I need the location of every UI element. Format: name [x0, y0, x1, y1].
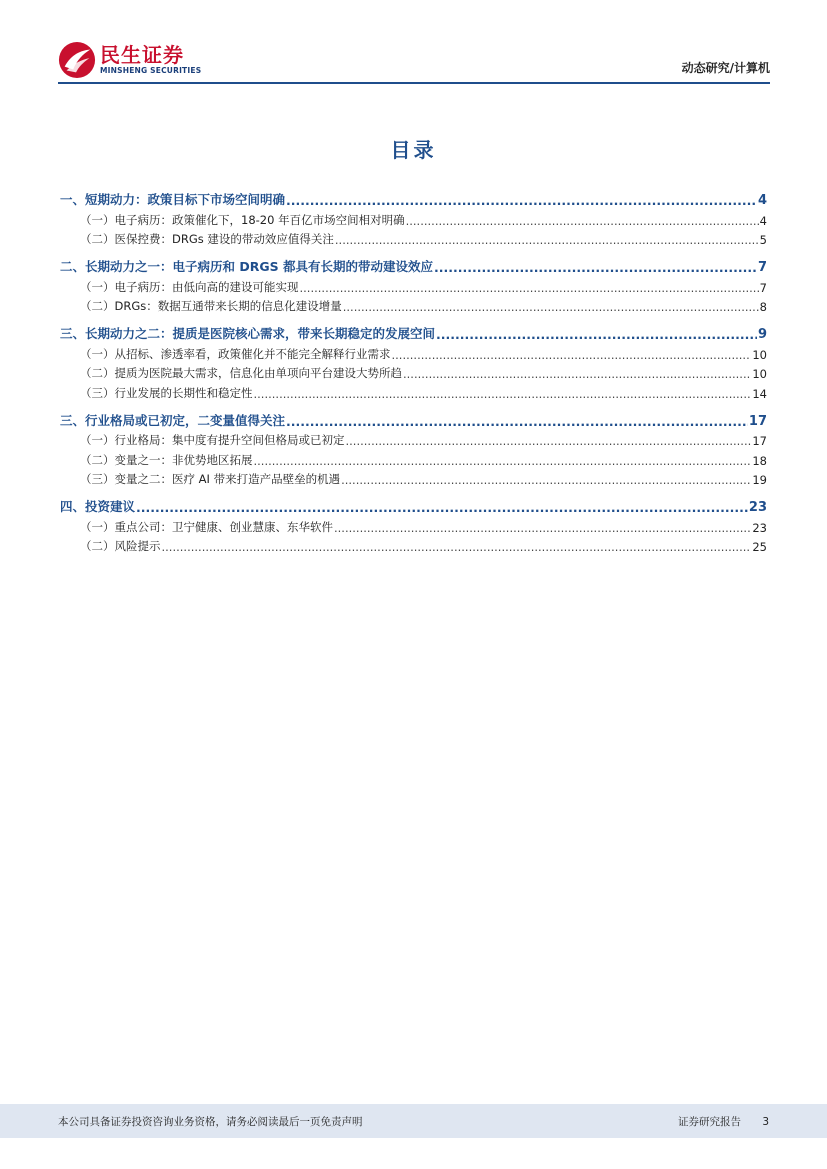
toc-leader-dots [341, 473, 751, 487]
toc-leader-dots [162, 540, 752, 554]
toc-section-entry[interactable] [60, 228, 767, 248]
brand-name-cn: 民生证券 [100, 43, 184, 67]
toc-leader-dots [436, 327, 757, 342]
toc-entry-page: 17 [752, 434, 767, 448]
toc-entry-title: （三）行业发展的长期性和稳定性 [80, 385, 253, 400]
toc-entry-title: （一）从招标、渗透率看，政策催化并不能完全解释行业需求 [80, 346, 391, 361]
brand-name-en: MINSHENG SECURITIES [100, 66, 202, 75]
minsheng-logo-icon [58, 41, 96, 79]
toc-entry-page: 9 [757, 327, 767, 342]
toc-entry-title: （二）医保控费：DRGs 建设的带动效应值得关注 [80, 232, 334, 246]
toc-section-entry[interactable] [60, 468, 767, 488]
toc-entry-page: 23 [752, 520, 767, 535]
toc-entry-page: 8 [759, 300, 767, 314]
toc-section-entry[interactable] [60, 362, 767, 382]
toc-entry-title: （一）电子病历：政策催化下，18-20 年百亿市场空间相对明确 [80, 212, 405, 227]
footer-right [660, 1114, 769, 1129]
toc-entry-title: 一、短期动力：政策目标下市场空间明确 [60, 192, 286, 207]
toc-entry-title: 二、长期动力之一：电子病历和 DRGS 都具有长期的带动建设效应 [60, 259, 433, 274]
report-category: 动态研究/计算机 [681, 61, 770, 75]
toc-entry-page: 18 [752, 453, 767, 468]
toc-entry-title: （一）电子病历：由低向高的建设可能实现 [80, 279, 299, 294]
toc-leader-dots [254, 454, 752, 468]
toc-leader-dots [335, 233, 759, 247]
toc-leader-dots [346, 434, 752, 448]
brand-logo [58, 38, 201, 82]
toc-leader-dots [286, 193, 757, 208]
toc-leader-dots [403, 367, 751, 381]
toc-section-entry[interactable] [60, 429, 767, 449]
toc-entry-title: （一）行业格局：集中度有提升空间但格局或已初定 [80, 433, 345, 447]
page-header [58, 38, 770, 82]
toc-chapter-entry[interactable] [60, 491, 767, 515]
toc-entry-title: （二）变量之一：非优势地区拓展 [80, 452, 253, 467]
toc-section-entry[interactable] [60, 295, 767, 315]
toc-leader-dots [434, 260, 757, 275]
toc-entry-page: 17 [748, 413, 767, 429]
toc-section-entry[interactable] [60, 381, 767, 401]
toc-entry-page: 10 [752, 347, 767, 362]
toc-section-entry[interactable] [60, 515, 767, 535]
toc-entry-title: （二）风险提示 [80, 539, 161, 553]
toc-chapter-entry[interactable] [60, 251, 767, 275]
toc-entry-page: 5 [759, 233, 767, 247]
toc-section-entry[interactable] [60, 535, 767, 555]
toc-chapter-entry[interactable] [60, 405, 767, 429]
toc-chapter-entry[interactable] [60, 184, 767, 208]
table-of-contents [60, 180, 767, 554]
toc-entry-title: 四、投资建议 [60, 499, 136, 514]
page-number: 3 [762, 1116, 769, 1128]
toc-leader-dots [286, 414, 748, 429]
toc-entry-page: 19 [752, 473, 767, 487]
footer-disclaimer: 本公司具备证券投资咨询业务资格，请务必阅读最后一页免责声明 [58, 1116, 363, 1128]
toc-leader-dots [136, 500, 748, 515]
toc-chapter-entry[interactable] [60, 318, 767, 342]
toc-entry-title: （二）提质为医院最大需求，信息化由单项向平台建设大势所趋 [80, 366, 402, 380]
toc-section-entry[interactable] [60, 448, 767, 468]
toc-entry-page: 7 [759, 280, 767, 295]
toc-entry-title: （二）DRGs：数据互通带来长期的信息化建设增量 [80, 299, 342, 313]
toc-entry-page: 4 [757, 193, 767, 208]
toc-section-entry[interactable] [60, 275, 767, 295]
toc-entry-title: 三、行业格局或已初定，二变量值得关注 [60, 412, 286, 428]
toc-entry-page: 10 [752, 367, 767, 381]
toc-leader-dots [406, 214, 759, 228]
footer-doc-type: 证券研究报告 [677, 1116, 741, 1128]
toc-leader-dots [254, 387, 752, 401]
toc-leader-dots [343, 300, 759, 314]
toc-entry-title: 三、长期动力之二：提质是医院核心需求，带来长期稳定的发展空间 [60, 326, 436, 341]
toc-entry-page: 25 [752, 540, 767, 554]
toc-leader-dots [334, 521, 751, 535]
toc-title: 目录 [390, 138, 437, 162]
toc-entry-page: 14 [752, 386, 767, 401]
toc-entry-title: （三）变量之二：医疗 AI 带来打造产品壁垒的机遇 [80, 472, 341, 486]
toc-entry-page: 23 [748, 500, 767, 515]
header-divider [58, 82, 770, 84]
page-footer [0, 1104, 827, 1138]
toc-section-entry[interactable] [60, 342, 767, 362]
toc-entry-title: （一）重点公司：卫宁健康、创业慧康、东华软件 [80, 519, 333, 534]
toc-entry-page: 4 [759, 213, 767, 228]
toc-entry-page: 7 [757, 260, 767, 275]
toc-leader-dots [300, 281, 759, 295]
toc-section-entry[interactable] [60, 208, 767, 228]
toc-leader-dots [392, 348, 752, 362]
